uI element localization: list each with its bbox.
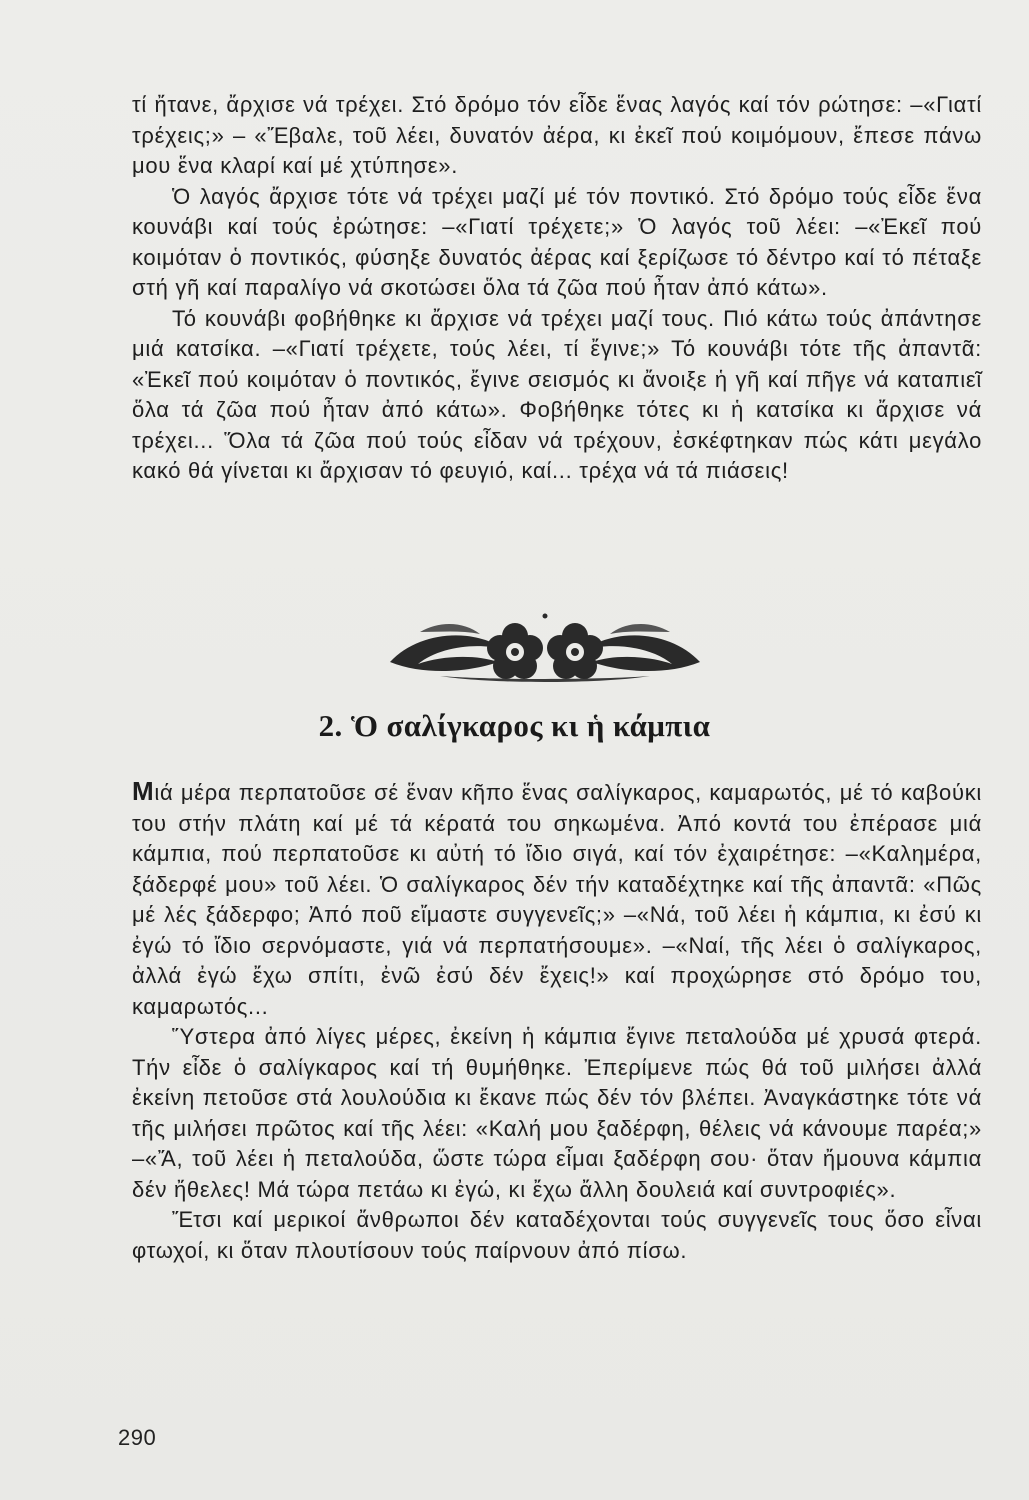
story-2-first-paragraph [132, 776, 982, 1022]
section-heading: 2. Ὁ σαλίγκαρος κι ἡ κάμπια [318, 708, 711, 743]
page-number: 290 [118, 1425, 157, 1450]
story-1-paragraph: τί ἤτανε, ἄρχισε νά τρέχει. Στό δρόμο τόν εἶδε ἕνας λαγός καί τόν ρώτησε: –«Γιατί τρέχεις;» – «Ἔβαλε, τοῦ λέει, δυνατόν ἀέρα, κι ἐκεῖ πού κοιμόμουν, ἔπεσε πάνω μου ἕνα κλαρί καί μέ χτύπησε». [132, 92, 982, 178]
story-2-paragraph: Ὕστερα ἀπό λίγες μέρες, ἐκείνη ἡ κάμπια ἔγινε πεταλούδα μέ χρυσά φτερά. Τήν εἶδε ὁ σαλίγκαρος καί τή θυμήθηκε. Ἐπερίμενε πώς θά τοῦ μιλήσει ἀλλά ἐκείνη πετοῦσε στά λουλούδια κι ἔκανε πώς δέν τόν βλέπει. Ἀναγκάστηκε τότε νά τῆς μιλήσει πρῶτος καί τῆς λέει: «Καλή μου ξαδέρφη, θέλεις νά κάνουμε παρέα;» –«Ἄ, τοῦ λέει ἡ πεταλούδα, ὥστε τώρα εἶμαι ξαδέρφη σου· ὅταν ἤμουνα κάμπια δέν ἤθελες! Μά τώρα πετάω κι ἐγώ, κι ἔχω ἄλλη δουλειά καί συντροφιές». [132, 1024, 982, 1202]
story-2-text [132, 776, 982, 1266]
story-1-text [132, 90, 982, 487]
story-1-paragraph: Τό κουνάβι φοβήθηκε κι ἄρχισε νά τρέχει μαζί τους. Πιό κάτω τούς ἀπάντησε μιά κατσίκα. –«Γιατί τρέχετε, τούς λέει, τί ἔγινε;» Τό κουνάβι τότε τῆς ἀπαντᾶ: «Ἐκεῖ πού κοιμόταν ὁ ποντικός, ἔγινε σεισμός κι ἄνοιξε ἡ γῆ καί πῆγε νά καταπιεῖ ὅλα τά ζῶα πού ἦταν ἀπό κάτω». Φοβήθηκε τότες κι ἡ κατσίκα κι ἄρχισε νά τρέχει... Ὅλα τά ζῶα πού τούς εἶδαν νά τρέχουν, ἐσκέφτηκαν πώς κάτι μεγάλο κακό θά γίνεται κι ἄρχισαν τό φευγιό, καί... τρέχα νά τά πιάσεις! [132, 305, 982, 483]
story-1-paragraph: Ὁ λαγός ἄρχισε τότε νά τρέχει μαζί μέ τόν ποντικό. Στό δρόμο τούς εἶδε ἕνα κουνάβι καί τούς ἐρώτησε: –«Γιατί τρέχετε;» Ὁ λαγός τοῦ λέει: –«Ἐκεῖ πού κοιμόταν ὁ ποντικός, φύσηξε δυνατός ἀέρας καί ξερίζωσε τό δέντρο καί τό πέταξε στή γῆ καί παραλίγο νά σκοτώσει ὅλα τά ζῶα πού ἦταν ἀπό κάτω». [132, 183, 982, 300]
drop-cap: Μ [132, 776, 155, 806]
story-2-paragraph: Ἔτσι καί μερικοί ἄνθρωποι δέν καταδέχονται τούς συγγενεῖς τους ὅσο εἶναι φτωχοί, κι ὅταν πλουτίσουν τούς παίρνουν ἀπό πίσω. [132, 1207, 982, 1263]
story-2-first-paragraph-text: ιά μέρα περπατοῦσε σέ ἕναν κῆπο ἕνας σαλίγκαρος, καμαρωτός, μέ τό καβούκι του στήν πλάτη καί μέ τά κέρατά του σηκωμένα. Ἀπό κοντά του ἐπέρασε μιά κάμπια, πού περπατοῦσε κι αὐτή τό ἴδιο σιγά, καί τόν ἐχαιρέτησε: –«Καλημέρα, ξάδερφέ μου» τοῦ λέει. Ὁ σαλίγκαρος δέν τήν καταδέχτηκε καί τῆς ἀπαντᾶ: «Πῶς μέ λές ξάδερφο; Ἀπό ποῦ εἴμαστε συγγενεῖς;» –«Νά, τοῦ λέει ἡ κάμπια, κι ἐσύ κι ἐγώ τό ἴδιο σερνόμαστε, γιά νά περπατήσουμε». –«Ναί, τῆς λέει ὁ σαλίγκαρος, ἀλλά ἐγώ ἔχω σπίτι, ἐνῶ ἐσύ δέν ἔχεις!» καί προχώρησε στό δρόμο του, καμαρωτός... [132, 780, 982, 1019]
floral-ornament-icon [380, 610, 710, 685]
